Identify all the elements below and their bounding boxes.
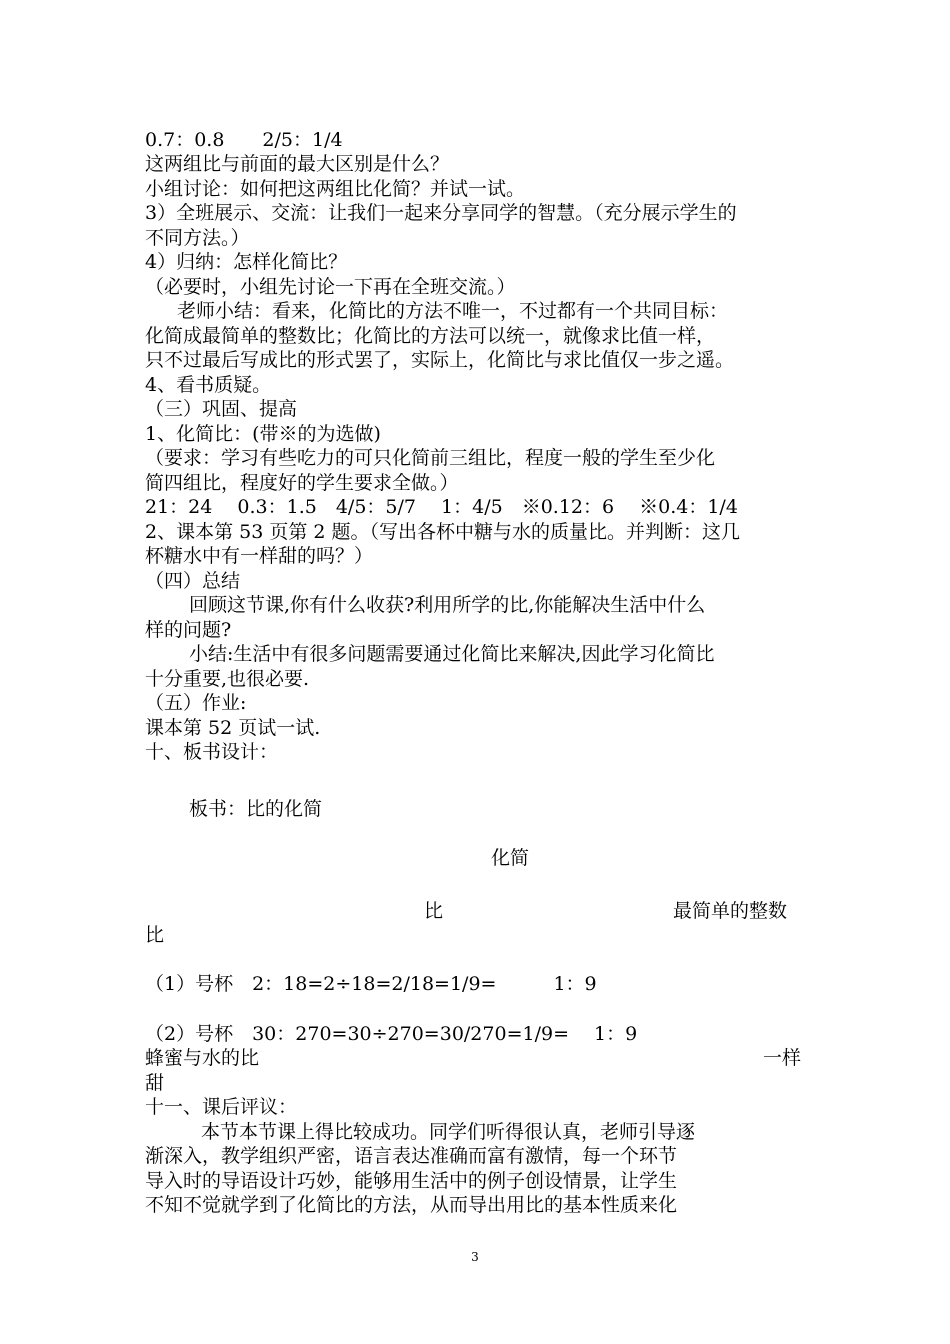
text-line: 4、看书质疑。 <box>145 374 272 396</box>
text-line: 简四组比，程度好的学生要求全做。） <box>145 472 459 494</box>
text-line: 比 <box>145 924 165 946</box>
text-line: 4）归纳：怎样化简比？ <box>145 251 348 273</box>
text-line: 不同方法。） <box>145 227 250 249</box>
text-line: 化简 <box>491 847 530 869</box>
text-line: 3）全班展示、交流：让我们一起来分享同学的智慧。（充分展示学生的 <box>145 202 737 224</box>
text-line: 杯糖水中有一样甜的吗？） <box>145 545 374 567</box>
text-line: 板书：比的化简 <box>189 798 323 820</box>
text-line: 只不过最后写成比的形式罢了，实际上，化简比与求比值仅一步之遥。 <box>145 349 735 371</box>
text-line: 导入时的导语设计巧妙，能够用生活中的例子创设情景，让学生 <box>145 1170 678 1192</box>
text-line: 小组讨论：如何把这两组比化简？并试一试。 <box>145 178 526 200</box>
text-line: 本节本节课上得比较成功。同学们听得很认真，老师引导逐 <box>201 1121 696 1143</box>
text-line: 最简单的整数 <box>673 900 788 922</box>
text-line: 小结:生活中有很多问题需要通过化简比来解决,因此学习化简比 <box>189 643 715 665</box>
text-line: 课本第 52 页试一试. <box>145 717 321 739</box>
text-line: 十、板书设计： <box>145 741 279 763</box>
text-line: 十分重要,也很必要. <box>145 668 310 690</box>
text-line: 样的问题? <box>145 619 232 641</box>
text-line: （2）号杯 30：270=30÷270=30/270=1/9= 1：9 <box>145 1023 638 1045</box>
text-line: （五）作业: <box>145 692 247 714</box>
text-line: 化简成最简单的整数比；化简比的方法可以统一，就像求比值一样， <box>145 325 716 347</box>
text-line: 甜 <box>145 1072 165 1094</box>
text-line: （四）总结 <box>145 570 241 592</box>
text-line: 比 <box>424 900 444 922</box>
text-line: 0.7：0.8 2/5：1/4 <box>145 129 343 151</box>
text-line: 21：24 0.3：1.5 4/5：5/7 1：4/5 ※0.12：6 ※0.4：1/4 <box>145 496 738 518</box>
text-line: 2、课本第 53 页第 2 题。（写出各杯中糖与水的质量比。并判断：这几 <box>145 521 741 543</box>
text-line: 老师小结：看来，化简比的方法不唯一，不过都有一个共同目标： <box>177 300 729 322</box>
text-line: 1、化简比：(带※的为选做) <box>145 423 381 445</box>
page-number: 3 <box>471 1250 479 1264</box>
text-line: （必要时，小组先讨论一下再在全班交流。） <box>145 276 516 298</box>
text-line: 这两组比与前面的最大区别是什么？ <box>145 153 450 175</box>
text-line: 蜂蜜与水的比 <box>145 1047 260 1069</box>
text-line: （三）巩固、提高 <box>145 398 298 420</box>
text-line: 不知不觉就学到了化简比的方法，从而导出用比的基本性质来化 <box>145 1194 678 1216</box>
text-line: 十一、课后评议： <box>145 1096 298 1118</box>
text-line: （要求：学习有些吃力的可只化简前三组比，程度一般的学生至少化 <box>145 447 716 469</box>
text-line: 回顾这节课,你有什么收获?利用所学的比,你能解决生活中什么 <box>189 594 706 616</box>
text-line: 一样 <box>763 1047 802 1069</box>
text-line: （1）号杯 2：18=2÷18=2/18=1/9= 1：9 <box>145 973 597 995</box>
text-line: 渐深入，教学组织严密，语言表达准确而富有激情，每一个环节 <box>145 1145 678 1167</box>
